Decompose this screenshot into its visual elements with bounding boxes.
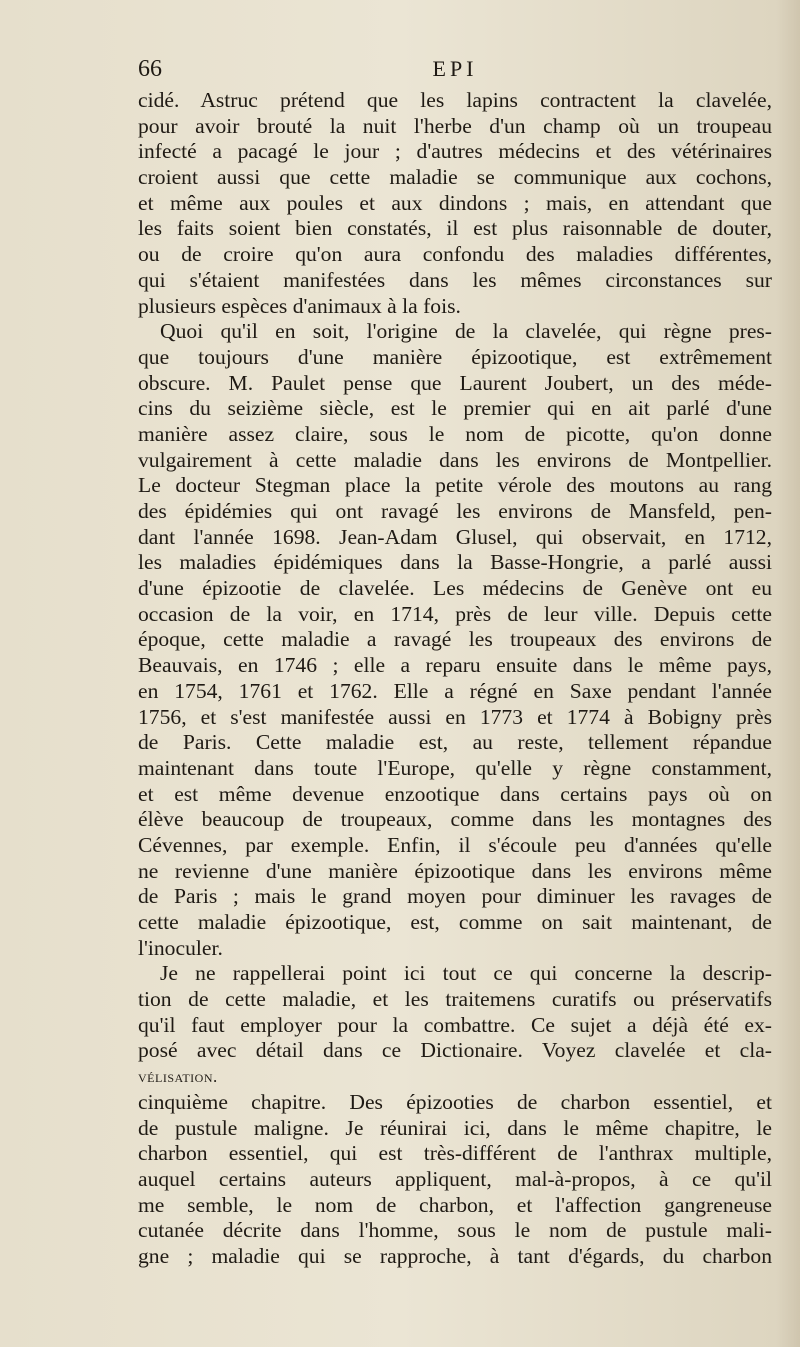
text-line: de Paris. Cette maladie est, au reste, tellement répandue bbox=[138, 730, 772, 755]
text-line: Beauvais, en 1746 ; elle a reparu ensuite dans le même pays, bbox=[138, 653, 772, 678]
text-line: dant l'année 1698. Jean-Adam Glusel, qui observait, en 1712, bbox=[138, 524, 772, 549]
running-head: EPI bbox=[432, 56, 478, 81]
text-line: les maladies épidémiques dans la Basse-Hongrie, a parlé aussi bbox=[138, 550, 772, 575]
text-line: cette maladie épizootique, est, comme on sait maintenant, de bbox=[138, 910, 772, 934]
text-line-picotte: manière assez claire, sous le nom de picotte, qu'on donne bbox=[138, 421, 772, 446]
chapter-heading-line: cinquième chapitre. Des épizooties de charbon essentiel, et bbox=[138, 1089, 772, 1114]
text-line: ou de croire qu'on aura confondu des maladies différentes, bbox=[138, 242, 772, 267]
text-line: auquel certains auteurs appliquent, mal-à-propos, à ce qu'il bbox=[138, 1166, 772, 1191]
text-line: occasion de la voir, en 1714, près de leur ville. Depuis cette bbox=[138, 601, 772, 626]
text-line: cins du seizième siècle, est le premier qui en ait parlé d'une bbox=[138, 396, 772, 421]
text-line: Le docteur Stegman place la petite vérole des moutons au rang bbox=[138, 473, 772, 498]
page-number: 66 bbox=[138, 56, 162, 82]
text-line: époque, cette maladie a ravagé les troupeaux des environs de bbox=[138, 627, 772, 652]
text-line: élève beaucoup de troupeaux, comme dans les montagnes des bbox=[138, 807, 772, 832]
text-line: qu'il faut employer pour la combattre. Ce sujet a déjà été ex- bbox=[138, 1012, 772, 1037]
text-line: tion de cette maladie, et les traitemens curatifs ou préservatifs bbox=[138, 987, 772, 1012]
text-line: Quoi qu'il en soit, l'origine de la clavelée, qui règne pres- bbox=[160, 319, 772, 344]
text-line: me semble, le nom de charbon, et l'affection gangreneuse bbox=[138, 1192, 772, 1217]
text-line: vulgairement à cette maladie dans les environs de Montpellier. bbox=[138, 447, 772, 472]
text-line: et même aux poules et aux dindons ; mais, en attendant que bbox=[138, 190, 772, 215]
text-line: et est même devenue enzootique dans certains pays où on bbox=[138, 781, 772, 806]
text-line: en 1754, 1761 et 1762. Elle a régné en Saxe pendant l'année bbox=[138, 678, 772, 703]
text-line-smallcaps: vélisation. bbox=[138, 1067, 218, 1087]
text-line: de pustule maligne. Je réunirai ici, dans le même chapitre, le bbox=[138, 1115, 772, 1140]
text-line-voyez: posé avec détail dans ce Dictionaire. Voyez clavelée et cla- bbox=[138, 1038, 772, 1063]
text-line: infecté a pacagé le jour ; d'autres médecins et des vétérinaires bbox=[138, 139, 772, 164]
text-line: les faits soient bien constatés, il est plus raisonnable de douter, bbox=[138, 216, 772, 241]
text-line: obscure. M. Paulet pense que Laurent Joubert, un des méde- bbox=[138, 370, 772, 395]
page-header bbox=[138, 56, 772, 86]
text-line: cutanée décrite dans l'homme, sous le nom de pustule mali- bbox=[138, 1218, 772, 1243]
text-line: cidé. Astruc prétend que les lapins contractent la clavelée, bbox=[138, 88, 772, 112]
text-line: Cévennes, par exemple. Enfin, il s'écoule peu d'années qu'elle bbox=[138, 832, 772, 857]
text-line: l'inoculer. bbox=[138, 935, 223, 960]
text-line: qui s'étaient manifestées dans les mêmes circonstances sur bbox=[138, 267, 772, 292]
text-line: charbon essentiel, qui est très-différent de l'anthrax multiple, bbox=[138, 1141, 772, 1166]
text-line: plusieurs espèces d'animaux à la fois. bbox=[138, 293, 461, 318]
text-line: d'une épizootie de clavelée. Les médecins de Genève ont eu bbox=[138, 576, 772, 601]
text-line: maintenant dans toute l'Europe, qu'elle y règne constamment, bbox=[138, 755, 772, 780]
text-line: que toujours d'une manière épizootique, est extrêmement bbox=[138, 344, 772, 369]
text-line: 1756, et s'est manifestée aussi en 1773 et 1774 à Bobigny près bbox=[138, 704, 772, 729]
text-line: croient aussi que cette maladie se communique aux cochons, bbox=[138, 165, 772, 190]
text-line: de Paris ; mais le grand moyen pour diminuer les ravages de bbox=[138, 884, 772, 909]
text-line: gne ; maladie qui se rapproche, à tant d'égards, du charbon bbox=[138, 1243, 772, 1268]
text-line: des épidémies qui ont ravagé les environs de Mansfeld, pen- bbox=[138, 499, 772, 523]
text-line: Je ne rappellerai point ici tout ce qui concerne la descrip- bbox=[160, 961, 772, 986]
text-line: pour avoir brouté la nuit l'herbe d'un champ où un troupeau bbox=[138, 113, 772, 138]
body-text bbox=[138, 88, 772, 1270]
text-line: ne revienne d'une manière épizootique dans les environs même bbox=[138, 858, 772, 883]
